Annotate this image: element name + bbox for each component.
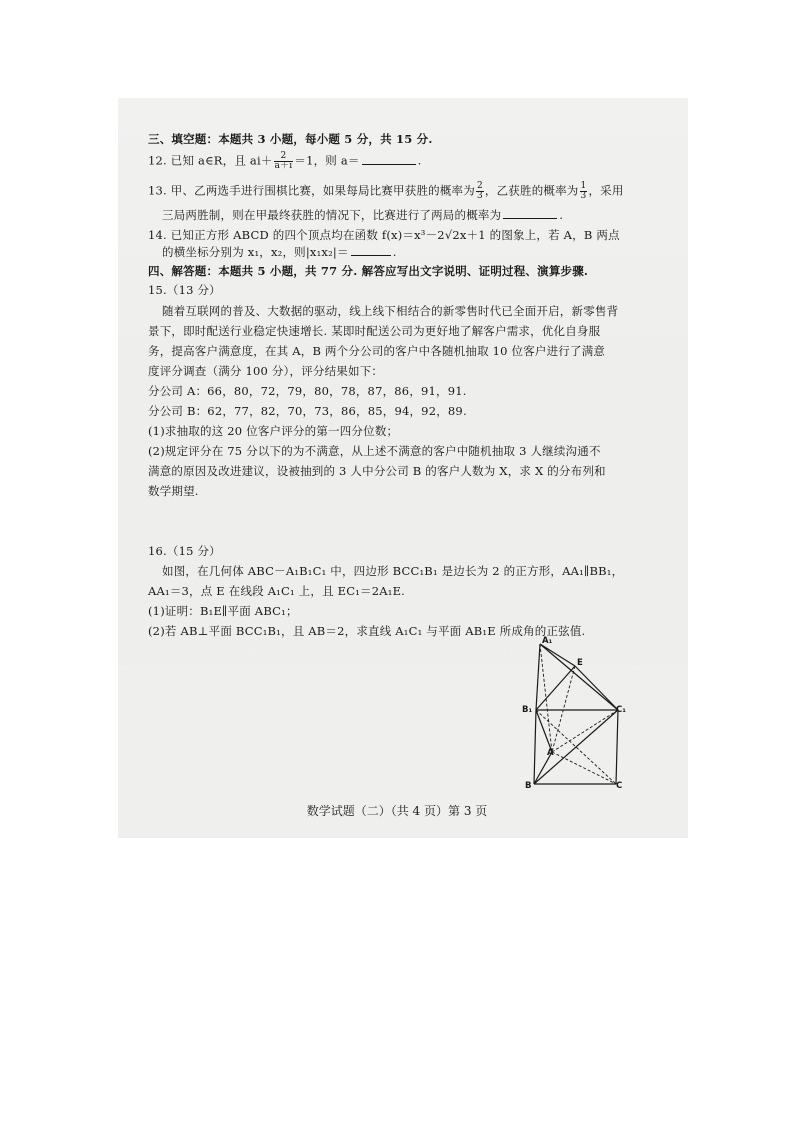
q13-text-a: 13. 甲、乙两选手进行围棋比赛，如果每局比赛甲获胜的概率为 <box>148 183 475 198</box>
q15-part-2-line3: 数学期望. <box>148 484 199 498</box>
q15-part-2-line2: 满意的原因及改进建议，设被抽到的 3 人中分公司 B 的客户人数为 X，求 X 的分布列和 <box>148 464 606 478</box>
label-c: C <box>616 781 623 791</box>
question-12 <box>148 152 421 171</box>
q13-f1-num: 2 <box>476 181 483 191</box>
q15-para-line2: 景下，即时配送行业稳定快速增长. 某即时配送公司为更好地了解客户需求，优化自身服 <box>148 324 601 338</box>
q15-para-line1: 随着互联网的普及、大数据的驱动，线上线下相结合的新零售时代已全面开启，新零售背 <box>162 304 619 318</box>
q13-f1-den: 3 <box>476 191 483 201</box>
q13-f2-den: 3 <box>580 191 587 201</box>
q12-fraction <box>274 152 294 171</box>
q14-end: . <box>392 245 397 259</box>
section-four-header: 四、解答题：本题共 5 小题，共 77 分. 解答应写出文字说明、证明过程、演算步骤. <box>148 264 589 278</box>
q14-line2-text: 的横坐标分别为 x₁，x₂，则|x₁x₂|＝ <box>162 245 349 259</box>
question-14-line2 <box>162 245 397 260</box>
label-e: E <box>577 658 583 668</box>
q12-end: . <box>417 153 422 168</box>
q14-answer-blank[interactable] <box>351 245 391 256</box>
q15-company-a: 分公司 A：66，80，72，79，80，78，87，86，91，91. <box>148 384 467 398</box>
q15-part-1: (1)求抽取的这 20 位客户评分的第一四分位数； <box>148 424 399 438</box>
q15-para-line4: 度评分调查（满分 100 分），评分结果如下： <box>148 364 384 378</box>
question-14-line1: 14. 已知正方形 ABCD 的四个顶点均在函数 f(x)＝x³－2√2x＋1 的图象上，若 A，B 两点 <box>148 228 620 242</box>
label-c1: C₁ <box>616 705 626 715</box>
label-a1: A₁ <box>542 636 553 646</box>
section-three-header: 三、填空题：本题共 3 小题，每小题 5 分，共 15 分. <box>148 132 433 146</box>
label-a: A <box>547 748 554 758</box>
q13-line2-text: 三局两胜制，则在甲最终获胜的情况下，比赛进行了两局的概率为 <box>162 208 502 222</box>
q16-part-2: (2)若 AB⊥平面 BCC₁B₁，且 AB＝2，求直线 A₁C₁ 与平面 AB₁E 所成角的正弦值. <box>148 624 586 638</box>
q16-line2: AA₁＝3，点 E 在线段 A₁C₁ 上，且 EC₁＝2A₁E. <box>148 584 406 598</box>
q12-frac-num: 2 <box>274 152 294 162</box>
q15-para-line3: 务，提高客户满意度，在其 A，B 两个分公司的客户中各随机抽取 10 位客户进行了满意 <box>148 344 606 358</box>
q12-text-b: ＝1，则 a＝ <box>294 153 360 168</box>
q15-part-2-line1: (2)规定评分在 75 分以下的为不满意，从上述不满意的客户中随机抽取 3 人继续沟通不 <box>148 444 601 458</box>
q16-line1: 如图，在几何体 ABC－A₁B₁C₁ 中，四边形 BCC₁B₁ 是边长为 2 的正方形，AA₁∥BB₁， <box>162 564 624 578</box>
q13-text-c: ，采用 <box>588 183 624 198</box>
q13-fraction-2 <box>580 182 588 201</box>
q15-company-b: 分公司 B：62，77，82，70，73，86，85，94，92，89. <box>148 404 467 418</box>
q12-text-a: 12. 已知 a∈R，且 ai＋ <box>148 153 273 168</box>
question-13-line1 <box>148 182 624 201</box>
q13-f2-num: 1 <box>580 181 587 191</box>
label-b1: B₁ <box>522 705 533 715</box>
label-b: B <box>525 781 532 791</box>
q13-text-b: ，乙获胜的概率为 <box>484 183 579 198</box>
page-footer: 数学试题（二）（共 4 页）第 3 页 <box>306 804 488 818</box>
question-13-line2 <box>162 208 563 223</box>
q12-frac-den: a＋i <box>274 161 293 171</box>
geometry-figure <box>520 636 630 796</box>
q13-answer-blank[interactable] <box>503 208 557 219</box>
polyhedron-diagram <box>520 636 630 796</box>
q13-fraction-1 <box>476 182 484 201</box>
q13-end: . <box>559 208 564 222</box>
q16-part-1: (1)证明：B₁E∥平面 ABC₁； <box>148 604 298 618</box>
question-15-heading: 15.（13 分） <box>148 283 221 297</box>
question-16-heading: 16.（15 分） <box>148 544 221 558</box>
q12-answer-blank[interactable] <box>362 154 416 165</box>
